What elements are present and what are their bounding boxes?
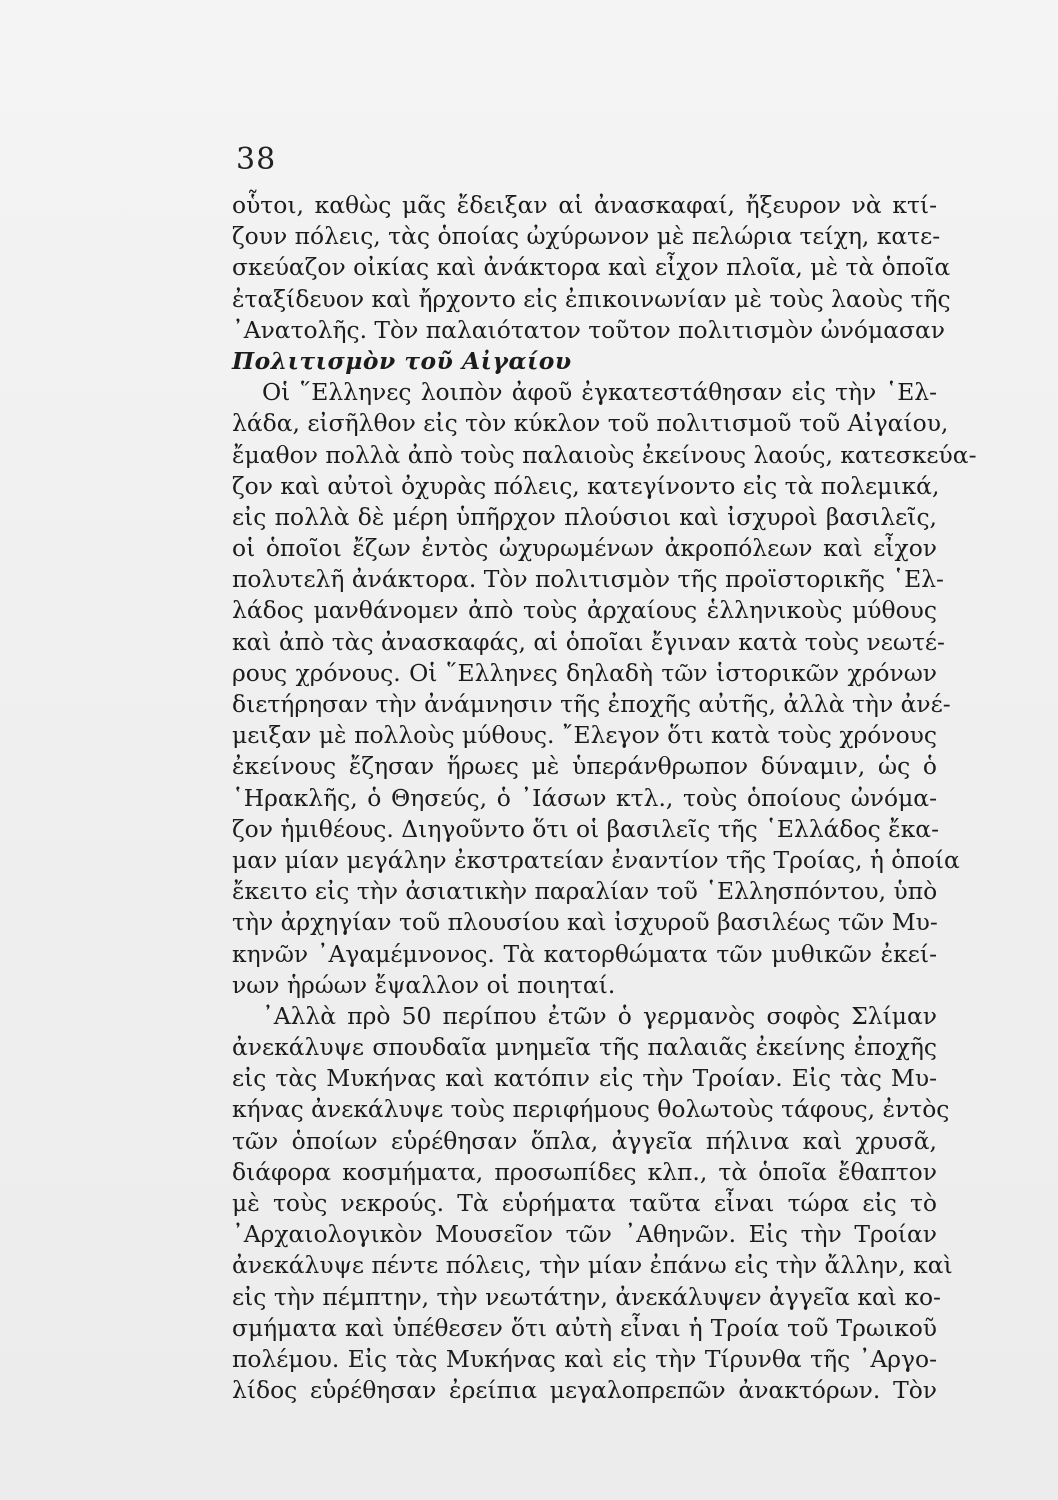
text-line: μὲ τοὺς νεκρούς. Τὰ εὑρήματα ταῦτα εἶναι τώρα εἰς τὸ	[232, 1189, 937, 1217]
text-line: εἰς πολλὰ δὲ μέρη ὑπῆρχον πλούσιοι καὶ ἰσχυροὶ βασιλεῖς,	[232, 502, 937, 531]
text-line: Οἱ ῞Ελληνες λοιπὸν ἀφοῦ ἐγκατεστάθησαν εἰς τὴν ῾Ελ-	[262, 378, 937, 407]
text-line: ᾿Αλλὰ πρὸ 50 περίπου ἐτῶν ὁ γερμανὸς σοφὸς Σλίμαν	[262, 1001, 937, 1030]
text-line: ζουν πόλεις, τὰς ὁποίας ὠχύρωνον μὲ πελώρια τείχη, κατε-	[232, 222, 941, 251]
text-line: ἐκείνους ἔζησαν ἥρωες μὲ ὑπεράνθρωπον δύναμιν, ὡς ὁ	[232, 752, 937, 781]
body-text	[232, 190, 977, 1406]
text-line: τὴν ἀρχηγίαν τοῦ πλουσίου καὶ ἰσχυροῦ βασιλέως τῶν Μυ-	[232, 908, 938, 937]
text-line: διάφορα κοσμήματα, προσωπίδες κλπ., τὰ ὁποῖα ἔθαπτον	[232, 1157, 937, 1186]
text-line: τῶν ὁποίων εὑρέθησαν ὅπλα, ἀγγεῖα πήλινα καὶ χρυσᾶ,	[232, 1126, 937, 1155]
text-line: ᾿Ανατολῆς. Τὸν παλαιότατον τοῦτον πολιτισμὸν ὠνόμασαν	[232, 315, 945, 344]
text-line: σμήματα καὶ ὑπέθεσεν ὅτι αὐτὴ εἶναι ἡ Τροία τοῦ Τρωικοῦ	[232, 1313, 937, 1342]
text-line: ζον καὶ αὐτοὶ ὀχυρὰς πόλεις, κατεγίνοντο εἰς τὰ πολεμικά,	[232, 471, 940, 500]
text-line: οὗτοι, καθὼς μᾶς ἔδειξαν αἱ ἀνασκαφαί, ἤξευρον νὰ κτί-	[232, 191, 937, 219]
text-line: μαν μίαν μεγάλην ἐκστρατείαν ἐναντίον τῆς Τροίας, ἡ ὁποία	[232, 845, 960, 874]
text-line: εἰς τὴν πέμπτην, τὴν νεωτάτην, ἀνεκάλυψεν ἀγγεῖα καὶ κο-	[232, 1282, 941, 1311]
text-line: ἀνεκάλυψε πέντε πόλεις, τὴν μίαν ἐπάνω εἰς τὴν ἄλλην, καὶ	[232, 1251, 953, 1280]
text-line: ἔκειτο εἰς τὴν ἀσιατικὴν παραλίαν τοῦ ῾Ελλησπόντου, ὑπὸ	[232, 877, 938, 906]
text-line: διετήρησαν τὴν ἀνάμνησιν τῆς ἐποχῆς αὐτῆς, ἀλλὰ τὴν ἀνέ-	[232, 690, 951, 718]
text-line: καὶ ἀπὸ τὰς ἀνασκαφάς, αἱ ὁποῖαι ἔγιναν κατὰ τοὺς νεωτέ-	[232, 627, 945, 656]
text-line: πολέμου. Εἰς τὰς Μυκήνας καὶ εἰς τὴν Τίρυνθα τῆς ᾿Αργο-	[232, 1344, 937, 1373]
page-number: 38	[236, 142, 277, 177]
text-line: νων ἡρώων ἔψαλλον οἱ ποιηταί.	[232, 970, 616, 999]
text-line: πολυτελῆ ἀνάκτορα. Τὸν πολιτισμὸν τῆς προϊστορικῆς ῾Ελ-	[232, 565, 944, 594]
text-line: λίδος εὑρέθησαν ἐρείπια μεγαλοπρεπῶν ἀνακτόρων. Τὸν	[232, 1376, 937, 1405]
text-line: ζον ἡμιθέους. Διηγοῦντο ὅτι οἱ βασιλεῖς τῆς ῾Ελλάδος ἔκα-	[232, 814, 940, 843]
text-line: ἔμαθον πολλὰ ἀπὸ τοὺς παλαιοὺς ἐκείνους λαούς, κατεσκεύα-	[232, 440, 977, 469]
text-line: ῾Ηρακλῆς, ὁ Θησεύς, ὁ ᾿Ιάσων κτλ., τοὺς ὁποίους ὠνόμα-	[232, 783, 937, 812]
section-term: Πολιτισμὸν τοῦ Αἰγαίου	[232, 346, 572, 375]
text-line: οἱ ὁποῖοι ἔζων ἐντὸς ὠχυρωμένων ἀκροπόλεων καὶ εἶχον	[232, 534, 937, 563]
text-line: σκεύαζον οἰκίας καὶ ἀνάκτορα καὶ εἶχον πλοῖα, μὲ τὰ ὁποῖα	[232, 253, 951, 282]
text-line: ρους χρόνους. Οἱ ῞Ελληνες δηλαδὴ τῶν ἱστορικῶν χρόνων	[232, 658, 937, 687]
text-line: ᾿Αρχαιολογικὸν Μουσεῖον τῶν ᾿Αθηνῶν. Εἰς τὴν Τροίαν	[232, 1220, 937, 1249]
text-line: λάδα, εἰσῆλθον εἰς τὸν κύκλον τοῦ πολιτισμοῦ τοῦ Αἰγαίου,	[232, 409, 949, 438]
text-line: ἀνεκάλυψε σπουδαῖα μνημεῖα τῆς παλαιᾶς ἐκείνης ἐποχῆς	[232, 1033, 937, 1062]
text-line: κηνῶν ᾿Αγαμέμνονος. Τὰ κατορθώματα τῶν μυθικῶν ἐκεί-	[232, 939, 937, 968]
text-line: εἰς τὰς Μυκήνας καὶ κατόπιν εἰς τὴν Τροίαν. Εἰς τὰς Μυ-	[232, 1064, 937, 1093]
text-line: κήνας ἀνεκάλυψε τοὺς περιφήμους θολωτοὺς τάφους, ἐντὸς	[232, 1095, 950, 1124]
text-line: λάδος μανθάνομεν ἀπὸ τοὺς ἀρχαίους ἑλληνικοὺς μύθους	[232, 596, 937, 625]
text-line: μειξαν μὲ πολλοὺς μύθους. ῎Ελεγον ὅτι κατὰ τοὺς χρόνους	[232, 721, 937, 750]
text-line: ἐταξίδευον καὶ ἤρχοντο εἰς ἐπικοινωνίαν μὲ τοὺς λαοὺς τῆς	[232, 284, 951, 313]
